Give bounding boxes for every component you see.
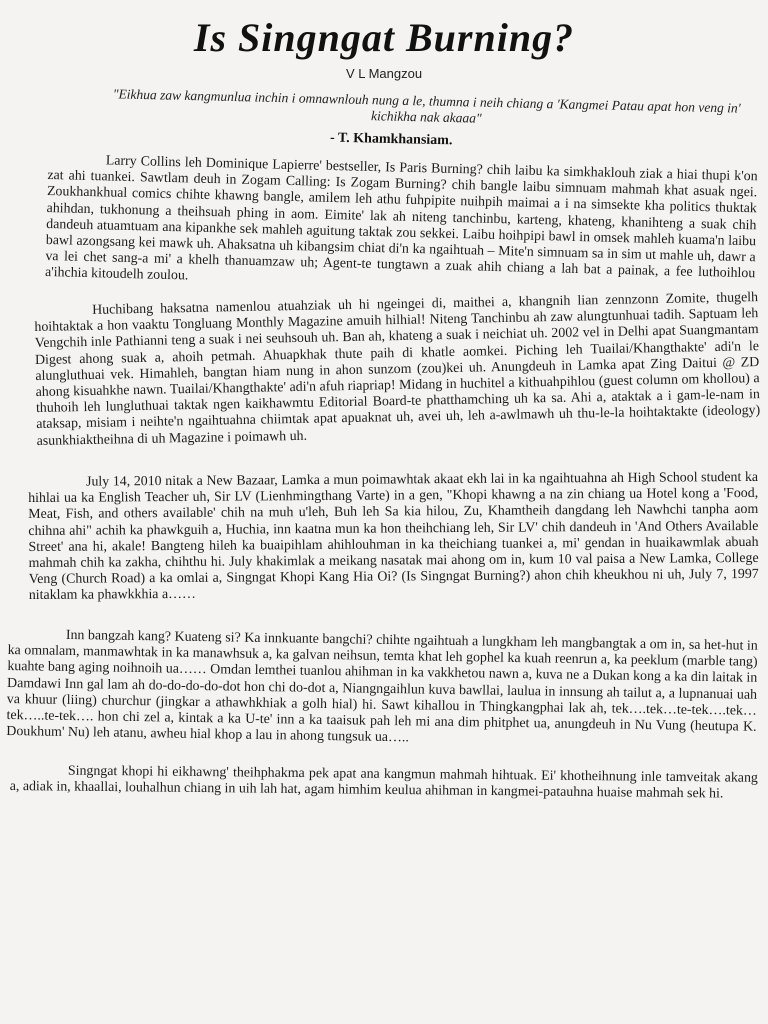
paragraph-1: Larry Collins leh Dominique Lapierre' bestseller, Is Paris Burning? chih laibu ka simkhaklouh ziak a hiai thupi k'on zat ahi tuankei. Sawtlam deuh in Zogam Calling: Is Zogam Burning? chih bangle laibu simnuam mahmah khat asuak ngei. Zoukhankhual comics chihte khawng bangle, amilem leh athu fuhpipite nuihpih maimai a i na simsekte kha politics thuktak ahihdan, tukhonung a theihsuah phing in aom. Eimite' lak ah niteng tanchinbu, karteng, khateng, khanihteng a suak chih dandeuh atuamtuam ana kipankhe sek mahleh aguitung taktak zou sekkei. Laibu hoihpipi bawl in omsek mahleh kuama'n laibu bawl azongsang kei mawk uh. Ahaksatna uh kibangsim chiat di'n ka ngaihtuah – Mite'n simnuam sa in sim ut mahle uh, dawr a va lei chet sang-a mi' a khelh thanuamzaw uh; Agent-te tungtawn a zuak ahih chiang a lah bat a painak, a fee luthoihlou a'ihchia kitoudelh zoulou. xyxy=(44,153,758,284)
epigraph-quote: "Eikhua zaw kangmunlua inchin i omnawnlouh nung a le, thumna i neih chiang a 'Kangmei Patau apat hon veng in' kichikha nak akaaa" xyxy=(112,86,741,126)
article-author: V L Mangzou xyxy=(345,66,423,81)
paragraph-4: Inn bangzah kang? Kuateng si? Ka innkuante bangchi? chihte ngaihtuah a lungkham leh mangbangtak a om in, sa het-hut in ka omnalam, manmawhtak in ka manawhsuk a, ka galvan neihsun, temta khat leh gophel ka kuah reenrun a, ka peeklum (marble tang) kuahte bang aging noihnoih ua…… Omdan lemthei tuanlou ahihman in ka vakkhetou nawn a, kuva ne a Dukan kong a ka din laitak in Damdawi Inn gal lam ah do-do-do-do-dot hon chi do-dot a, Niangngaihlun kuva bawllai, laulua in innsung ah tailut a, a lupnanuai uah va khuur (liing) churchur (jingkar a athawhkhiak a golh hial) hi. Sawt kihallou in Thingkangphai lak ah, tek….tek…te-tek….tek…tek…..te-tek…. hon chi zel a, kintak a ka U-te' inn a ka taaisuk pah leh mi ana dim phitphet ua, anungdeuh in Nu Vung (heutupa K. Doukhum' Nu) leh atanu, awheu hial khop a lau in ahong tungsuk ua….. xyxy=(6,627,758,746)
paragraph-5: Singngat khopi hi eikhawng' theihphakma pek apat ana kangmun mahmah hihtuak. Ei' khotheihnung inle tamveitak akang a, adiak in, khaallai, louhalhun chiang in uih lah hat, agam himhim keulua ahihman in kangmei-patauhna huaise mahmah sek hi. xyxy=(9,763,758,802)
article-body xyxy=(6,152,761,817)
article-title: Is Singngat Burning? xyxy=(193,15,575,60)
paragraph-2: Huchibang haksatna namenlou atuahziak uh hi ngeingei di, maithei a, khangnih lian zennzonn Zomite, thugelh hoihtaktak a hon vaaktu Tongluang Monthly Magazine amuih hilhial! Niteng Tanchinbu ah zaw alungtunhuai tadih. Saptuam leh Vengchih inle Pathianni teng a suak i nei seuhsouh uh. Ban ah, khateng a suak i neichiat uh. 2002 vel in Delhi apat Suangmantam Digest ahong suak a, ahoih petmah. Ahuapkhak thute paih di khatle aomkei. Piching leh Tuailai/Khangthakte' adi'n le alungluthuai vek. Himahleh, bangtan hiam nung in ahon sunzom (zou)kei uh. Anungdeuh in Lamka apat Zing Daitui @ ZD ahong kisuahkhe nawn. Tuailai/Khangthakte' adi'n afuh riapriap! Midang in huchitel a kithuahpihlou (guest column om khollou) a thuhoih leh lungluthuai taktak ngen kaikhawmtu Editorial Board-te phatthamching uh ka sa. Ahi a, ataktak a i gam-le-nam in ataksap, misiam i neihte'n ngaihtuahna chiimtak apat apuaknat uh, avei uh, leh a-awlmawh uh thu-le-la hoihtaktakte (ideology) asunkhiaktheihna di uh Magazine i poimawh uh. xyxy=(34,289,761,449)
epigraph-attribution: - T. Khamkhansiam. xyxy=(329,130,453,149)
paragraph-3: July 14, 2010 nitak a New Bazaar, Lamka a mun poimawhtak akaat ekh lai in ka ngaihtuahna ah High School student ka hihlai ua ka English Teacher uh, Sir LV (Lienhmingthang Varte) in a gen, "Khopi khawng a na zin chiang ua Hotel kong a 'Food, Meat, Fish, and others available' chih na muh u'leh, Buh leh Sa kia hilou, Zu, Khamtheih dangdang leh Nawhchi tanpha aom chihna ahi" achih ka phawkguih a, Huchia, inn kaatna mun ka hon theihchiang leh, Sir LV' chih dandeuh in 'And Others Available Street' ana hi, akale! Bangteng hileh ka buaipihlam ahihlouhman in ka theichiang tuankei a, mi' gendan in huaikawmlak abuah mahmah chih ka zakha, chihthu hi. July khakimlak a meikang nasatak mai ahong om in, kum 10 val paisa a New Lamka, College Veng (Church Road) a ka omlai a, Singngat Khopi Kang Hia Oi? (Is Singngat Burning?) ahon chih kheukhou ni uh, July 7, 1997 nitaklam ka phawkkhia a…… xyxy=(28,470,759,604)
